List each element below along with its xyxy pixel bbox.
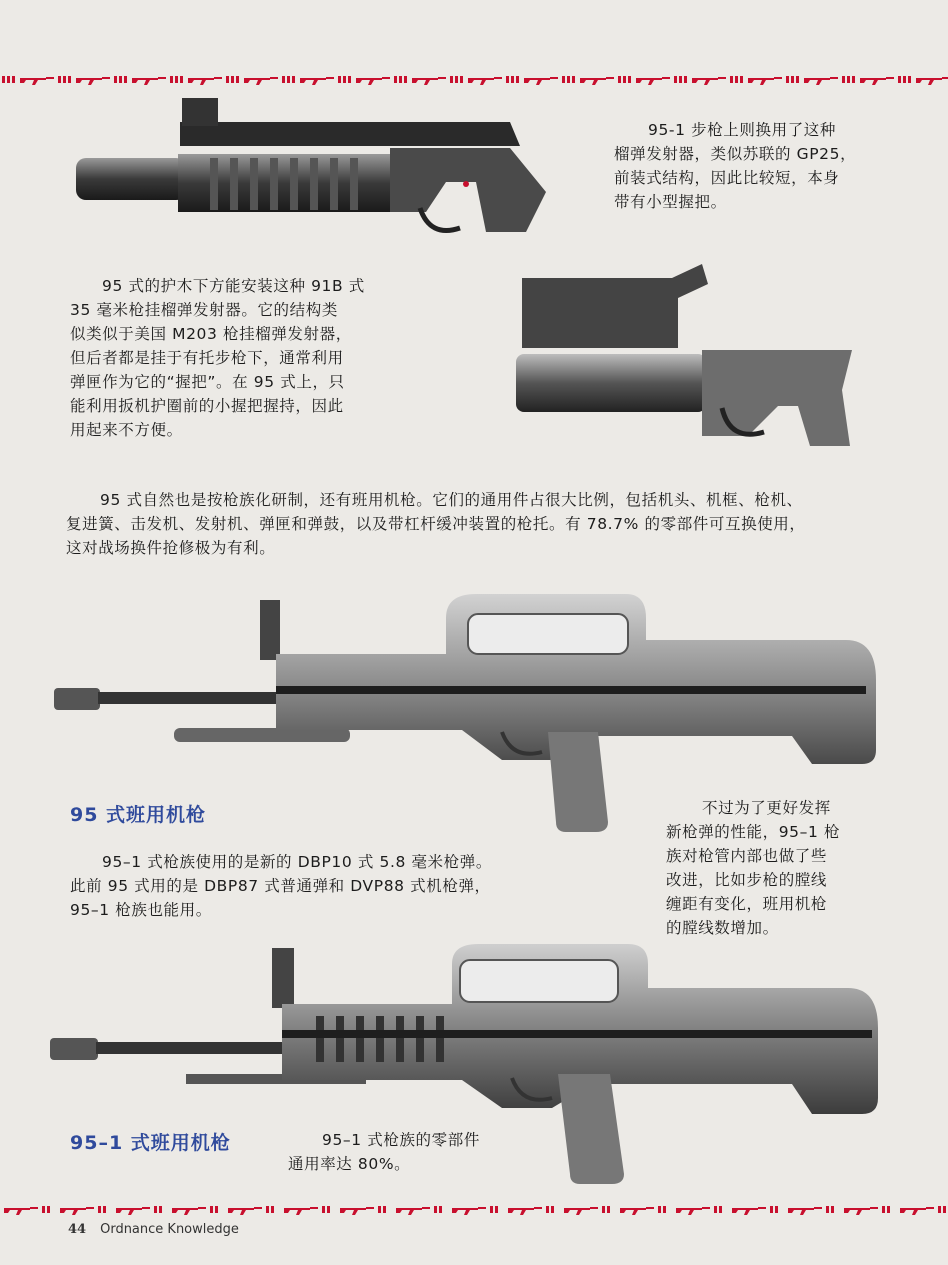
- family-caption: [66, 488, 886, 560]
- caption-line: 榴弹发射器，类似苏联的 GP25，: [614, 145, 857, 163]
- caption-line: 缠距有变化，班用机枪: [666, 895, 828, 913]
- top-border-strip: [0, 72, 948, 86]
- caption-line: 新枪弹的性能，95–1 枪: [666, 823, 841, 841]
- bottom-border-strip: [0, 1202, 948, 1216]
- page-number: 44: [68, 1222, 87, 1237]
- grenade-launcher-91b-illustration: [70, 92, 550, 254]
- caption-line: 不过为了更好发挥: [702, 799, 831, 817]
- caption-line: 前装式结构，因此比较短，本身: [614, 169, 840, 187]
- caption-line: 95–1 枪族也能用。: [70, 901, 212, 919]
- ammo-caption: [70, 850, 530, 922]
- caption-line: 似类似于美国 M203 枪挂榴弹发射器，: [70, 325, 352, 343]
- caption-line: 这对战场换件抢修极为有利。: [66, 539, 276, 557]
- caption-line: 通用率达 80%。: [288, 1155, 411, 1173]
- caption-line: 弹匣作为它的“握把”。在 95 式上，只: [70, 373, 345, 391]
- caption-line: 95 式的护木下方能安装这种 91B 式: [102, 277, 365, 295]
- caption-line: 35 毫米枪挂榴弹发射器。它的结构类: [70, 301, 338, 319]
- caption-line: 此前 95 式用的是 DBP87 式普通弹和 DVP88 式机枪弹，: [70, 877, 491, 895]
- heading-type95-lmg: 95 式班用机枪: [70, 804, 207, 826]
- caption-line: 带有小型握把。: [614, 193, 727, 211]
- barrel-caption: [666, 796, 876, 940]
- caption-line: 的膛线数增加。: [666, 919, 779, 937]
- caption-line: 族对枪管内部也做了些: [666, 847, 828, 865]
- caption-line: 用起来不方便。: [70, 421, 183, 439]
- page-footer: [68, 1222, 239, 1237]
- caption-line: 能利用扳机护圈前的小握把握持，因此: [70, 397, 344, 415]
- caption-line: 95–1 式枪族使用的是新的 DBP10 式 5.8 毫米枪弹。: [102, 853, 492, 871]
- caption-line: 95–1 式枪族的零部件: [322, 1131, 480, 1149]
- gp25-caption: [614, 118, 884, 214]
- caption-line: 95-1 步枪上则换用了这种: [648, 121, 837, 139]
- grenade-launcher-gp25-illustration: [512, 258, 858, 454]
- m91b-caption: [70, 274, 400, 442]
- parts-caption: [288, 1128, 528, 1176]
- magazine-name: Ordnance Knowledge: [100, 1222, 239, 1237]
- caption-line: 复进簧、击发机、发射机、弹匣和弹鼓，以及带杠杆缓冲装置的枪托。有 78.7% 的零部件可互换使用，: [66, 515, 806, 533]
- caption-line: 但后者都是挂于有托步枪下，通常利用: [70, 349, 344, 367]
- caption-line: 改进，比如步枪的膛线: [666, 871, 828, 889]
- caption-line: 95 式自然也是按枪族化研制，还有班用机枪。它们的通用件占很大比例，包括机头、机框、枪机、: [100, 491, 803, 509]
- heading-type951-lmg: 95–1 式班用机枪: [70, 1132, 231, 1154]
